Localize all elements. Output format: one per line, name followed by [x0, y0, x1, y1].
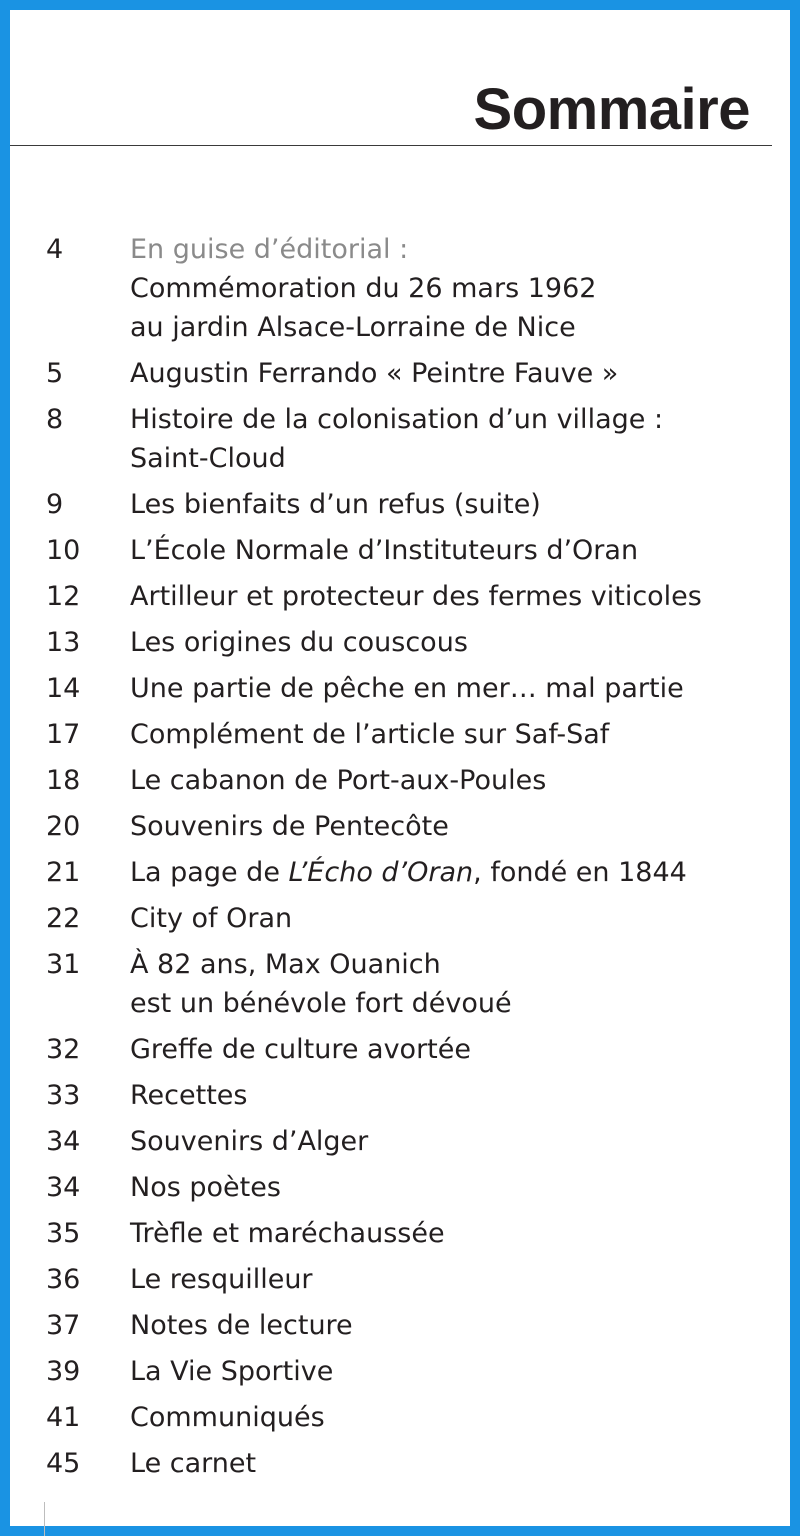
toc-page-number: 10	[46, 535, 81, 566]
toc-title: Trèfle et maréchaussée	[130, 1218, 445, 1249]
toc-page-number: 18	[46, 765, 81, 796]
toc-page-number: 41	[46, 1402, 81, 1433]
toc-page-number: 12	[46, 581, 81, 612]
toc-page-number: 9	[46, 489, 64, 520]
toc-title: Recettes	[130, 1080, 248, 1111]
toc-page-number: 21	[46, 857, 81, 888]
toc-page-number: 13	[46, 627, 81, 658]
toc-entry	[10, 715, 790, 754]
toc-title-suffix: , fondé en 1844	[473, 857, 687, 888]
toc-entry	[10, 1076, 790, 1115]
toc-title: Souvenirs de Pentecôte	[130, 811, 449, 842]
toc-title-line: Commémoration du 26 mars 1962	[130, 273, 597, 304]
title-rule	[10, 145, 772, 146]
toc-title-line: au jardin Alsace-Lorraine de Nice	[130, 312, 576, 343]
toc-entry	[10, 577, 790, 616]
toc-page-number: 35	[46, 1218, 81, 1249]
toc-entry	[10, 1214, 790, 1253]
toc-title: Complément de l’article sur Saf-Saf	[130, 719, 610, 750]
page-title: Sommaire	[473, 77, 750, 142]
toc-entry	[10, 623, 790, 662]
toc-page-number: 17	[46, 719, 81, 750]
table-of-contents	[10, 230, 790, 1490]
toc-page-number: 33	[46, 1080, 81, 1111]
toc-title-line: Saint-Cloud	[130, 443, 286, 474]
toc-page-number: 39	[46, 1356, 81, 1387]
toc-page-number: 22	[46, 903, 81, 934]
toc-entry	[10, 485, 790, 524]
toc-title-line: est un bénévole fort dévoué	[130, 988, 512, 1019]
editorial-label: En guise d’éditorial :	[130, 234, 409, 265]
toc-title: Greffe de culture avortée	[130, 1034, 471, 1065]
toc-title: City of Oran	[130, 903, 293, 934]
toc-page-number: 14	[46, 673, 81, 704]
toc-entry	[10, 761, 790, 800]
toc-title-line: Histoire de la colonisation d’un village :	[130, 404, 664, 435]
toc-title: Souvenirs d’Alger	[130, 1126, 369, 1157]
toc-entry	[10, 1306, 790, 1345]
toc-page-number: 4	[46, 234, 64, 265]
toc-page-number: 5	[46, 358, 64, 389]
crop-mark	[44, 1502, 45, 1536]
toc-page-number: 8	[46, 404, 64, 435]
toc-entry	[10, 1444, 790, 1483]
toc-title: Le resquilleur	[130, 1264, 313, 1295]
toc-title: Les origines du couscous	[130, 627, 468, 658]
toc-page-number: 32	[46, 1034, 81, 1065]
toc-entry	[10, 1030, 790, 1069]
toc-title	[130, 230, 790, 347]
toc-page-number: 34	[46, 1172, 81, 1203]
toc-title-line: À 82 ans, Max Ouanich	[130, 949, 441, 980]
toc-title	[130, 400, 790, 478]
toc-entry	[10, 230, 790, 347]
toc-entry	[10, 1260, 790, 1299]
toc-entry	[10, 1398, 790, 1437]
toc-entry	[10, 899, 790, 938]
toc-entry	[10, 400, 790, 478]
toc-title: Le cabanon de Port-aux-Poules	[130, 765, 547, 796]
newspaper-title: L’Écho d’Oran	[288, 857, 474, 888]
toc-title: Artilleur et protecteur des fermes viticoles	[130, 581, 702, 612]
toc-title: Notes de lecture	[130, 1310, 353, 1341]
toc-title	[130, 945, 790, 1023]
toc-page-number: 20	[46, 811, 81, 842]
toc-page-number: 34	[46, 1126, 81, 1157]
toc-page-number: 36	[46, 1264, 81, 1295]
toc-title: Une partie de pêche en mer… mal partie	[130, 673, 684, 704]
toc-entry	[10, 1352, 790, 1391]
toc-page-number: 31	[46, 949, 81, 980]
toc-title	[130, 853, 790, 892]
toc-entry	[10, 1168, 790, 1207]
toc-entry	[10, 945, 790, 1023]
toc-title: Communiqués	[130, 1402, 325, 1433]
toc-entry	[10, 354, 790, 393]
toc-entry	[10, 669, 790, 708]
toc-title-prefix: La page de	[130, 857, 289, 888]
toc-page-number: 45	[46, 1448, 81, 1479]
toc-title: L’École Normale d’Instituteurs d’Oran	[130, 535, 639, 566]
toc-title: Les bienfaits d’un refus (suite)	[130, 489, 541, 520]
toc-title: Augustin Ferrando « Peintre Fauve »	[130, 358, 619, 389]
toc-title: La Vie Sportive	[130, 1356, 334, 1387]
toc-entry	[10, 853, 790, 892]
toc-entry	[10, 1122, 790, 1161]
toc-page-number: 37	[46, 1310, 81, 1341]
toc-entry	[10, 531, 790, 570]
toc-entry	[10, 807, 790, 846]
toc-title: Le carnet	[130, 1448, 257, 1479]
toc-title: Nos poètes	[130, 1172, 281, 1203]
